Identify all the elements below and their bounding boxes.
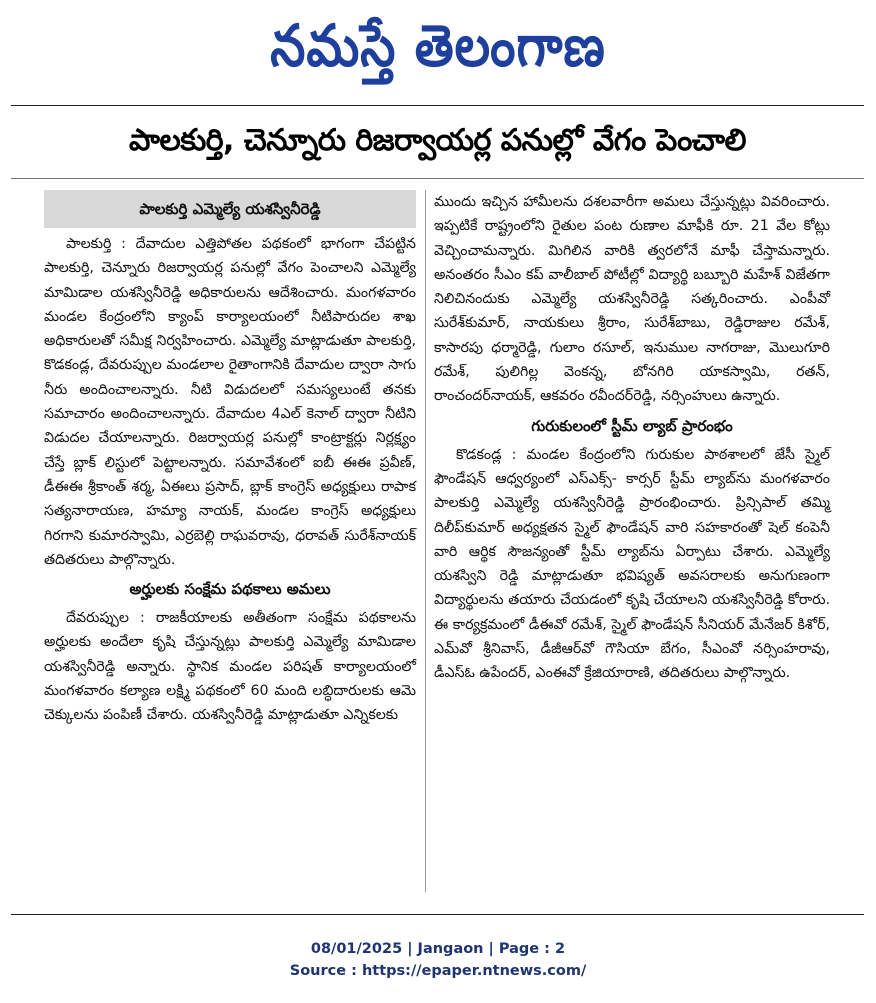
footer-source-link[interactable]: Source : https://epaper.ntnews.com/ [289,963,587,979]
footer-date-edition: 08/01/2025 | Jangaon | Page : 2 [310,941,566,957]
article-subheading: అర్హులకు సంక్షేమ పథకాలు అమలు [129,580,331,599]
article-paragraph: ముందు ఇచ్చిన హామీలను దశలవారీగా అమలు చేస్తున్నట్లు వివరించారు. ఇప్పటికే రాష్ట్రంలోని రైతుల పంట రుణాల మాఫీకి రూ. 21 వేల కోట్లు వెచ్చించామన్నారు. మిగిలిన వారికి త్వరలోనే మాఫీ చేస్తామన్నారు. అనంతరం సీఎం కప్ వాలీబాల్ పోటీల్లో విద్యార్థి బబ్బూరి మహేశ్ విజేతగా నిలిచినందుకు ఎమ్మెల్యే యశస్వినీరెడ్డి సత్కరించారు. ఎంపీవో సురేశ్‌కుమార్, నాయకులు శ్రీరాం, సురేశ్‌బాబు, రెడ్డిరాజుల రమేశ్, కాసారపు ధర్మారెడ్డి, గులాం రసూల్, ఇనుముల నాగరాజు, మొలుగూరి రమేశ్, పులిగిల్ల వెంకన్న, బోనగిరి యాకస్వామి, రతన్, రాంచందర్‌నాయక్, ఆకవరం రవీందర్‌రెడ్డి, నర్సింహులు ఉన్నారు. [434,194,830,405]
article-headline: పాలకుర్తి, చెన్నూరు రిజర్వాయర్ల పనుల్లో వేగం పెంచాలి [129,123,746,158]
newspaper-masthead [0,6,876,86]
article-column-left [44,190,416,728]
article-byline: పాలకుర్తి ఎమ్మెల్యే యశస్వినీరెడ్డి [44,190,416,228]
article-subheading: గురుకులంలో స్టీమ్ ల్యాబ్ ప్రారంభం [531,416,733,435]
article-paragraph: పాలకుర్తి : దేవాదుల ఎత్తిపోతల పథకంలో భాగంగా చేపట్టిన పాలకుర్తి, చెన్నూరు రిజర్వాయర్ల పనుల్లో వేగం పెంచాలని ఎమ్మెల్యే మామిడాల యశస్వినీరెడ్డి అధికారులను ఆదేశించారు. మంగళవారం మండల కేంద్రంలోని క్యాంప్ కార్యాలయంలో నీటిపారుదల శాఖ అధికారులతో సమీక్ష నిర్వహించారు. ఎమ్మెల్యే మాట్లాడుతూ పాలకుర్తి, కొడకండ్ల, దేవరుప్పుల మండలాల రైతాంగానికి దేవాదుల ద్వారా సాగు నీరు అందించాలన్నారు. నీటి విడుదలలో సమస్యలుంటే తనకు సమాచారం అందించాలన్నారు. దేవాదుల 4ఎల్ కెనాల్ ద్వారా నీటిని విడుదల చేయాలన్నారు. రిజర్వాయర్ల పనుల్లో కాంట్రాక్టర్లు నిర్లక్ష్యం చేస్తే బ్లాక్ లిస్టులో పెట్టాలన్నారు. సమావేశంలో ఐబీ ఈఈ ప్రవీణ్, డీఈఈ శ్రీకాంత్ శర్మ, ఏఈలు ప్రసాద్, బ్లాక్ కాంగ్రెస్ అధ్యక్షులు రాపాక సత్యనారాయణ, హమ్యా నాయక్, మండల కాంగ్రెస్ అధ్యక్షులు గిరగాని కుమారస్వామి, ఎర్రబెల్లి రాఘవరావు, ధరావత్ సురేశ్‌నాయక్ తదితరులు పాల్గొన్నారు. [44,236,416,568]
masthead-title: నమస్తే తెలంగాణ [270,12,606,80]
article-column-right [434,190,830,686]
article-paragraph: దేవరుప్పుల : రాజకీయాలకు అతీతంగా సంక్షేమ పథకాలను అర్హులకు అందేలా కృషి చేస్తున్నట్లు పాలకుర్తి ఎమ్మెల్యే మామిడాల యశస్వినీరెడ్డి అన్నారు. స్థానిక మండల పరిషత్ కార్యాలయంలో మంగళవారం కల్యాణ లక్ష్మి పథకంలో 60 మంది లబ్ధిదారులకు ఆమె చెక్కులను పంపిణీ చేశారు. యశస్వినీరెడ్డి మాట్లాడుతూ ఎన్నికలకు [44,610,416,724]
column-divider [425,190,426,892]
headline-divider [11,178,864,179]
article-paragraph: కొడకండ్ల : మండల కేంద్రంలోని గురుకుల పాఠశాలలో జేసీ స్మైల్ ఫౌండేషన్ ఆధ్వర్యంలో ఎస్ఎక్స్- కార్సర్ స్టీమ్ ల్యాబ్‌ను మంగళవారం పాలకుర్తి ఎమ్మెల్యే యశస్వినీరెడ్డి ప్రారంభించారు. ప్రిన్సిపాల్ తమ్మి దిలీప్‌కుమార్ అధ్యక్షతన స్మైల్ ఫౌండేషన్ వారి సహకారంతో షెల్ కంపెనీ వారి ఆర్థిక సౌజన్యంతో స్టీమ్ ల్యాబ్‌ను ఏర్పాటు చేశారు. ఎమ్మెల్యే యశస్విని రెడ్డి మాట్లాడుతూ భవిష్యత్ అవసరాలకు అనుగుణంగా విద్యార్థులను తయారు చేయడంలో కృషి చేయాలని యశస్వినీరెడ్డి కోరారు. ఈ కార్యక్రమంలో డీఈవో రమేశ్, స్మైల్ ఫౌండేషన్ సీనియర్ మేనేజర్ కిశోర్, ఎమ్‌వో శ్రీనివాస్, డీజీఆర్‌వో గౌసియా బేగం, సీఎంవో నర్సింహరావు, డీఎస్‌ఓ ఉపేందర్, ఎంఈవో క్రేజియారాణి, తదితరులు పాల్గొన్నారు. [434,446,830,682]
